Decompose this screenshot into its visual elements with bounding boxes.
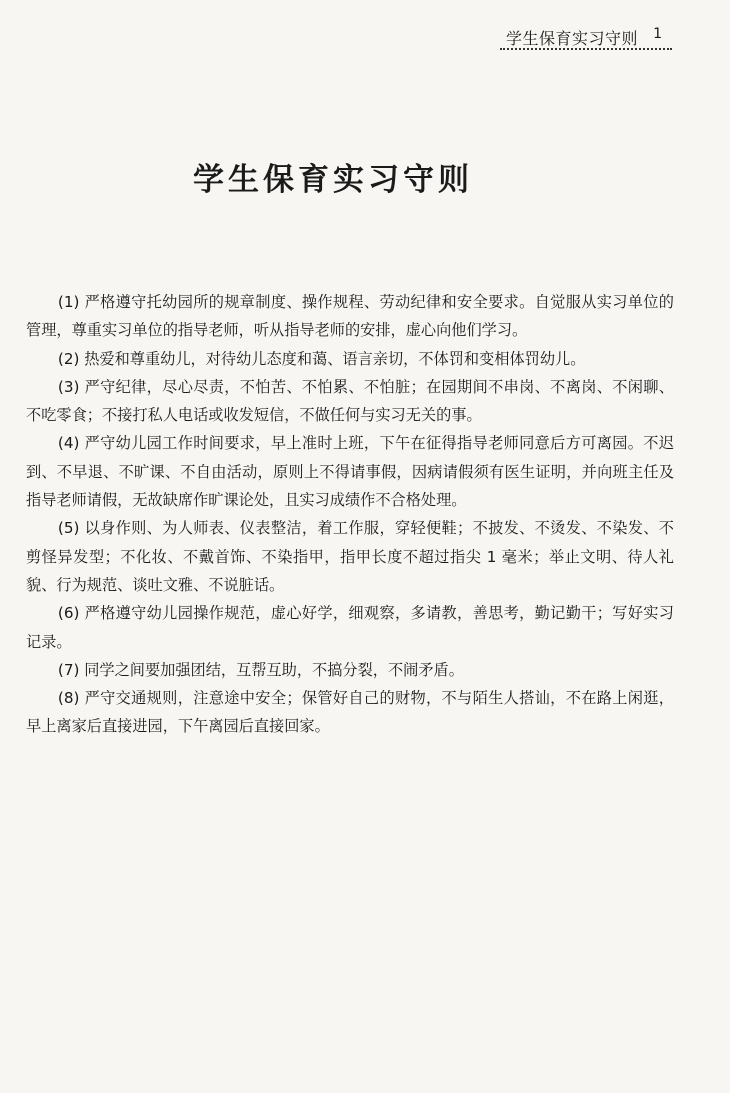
rule-item-8: (8) 严守交通规则，注意途中安全；保管好自己的财物，不与陌生人搭讪，不在路上闲逛，早上离家后直接进园，下午离园后直接回家。 bbox=[26, 689, 674, 736]
rule-item-3: (3) 严守纪律，尽心尽责，不怕苦、不怕累、不怕脏；在园期间不串岗、不离岗、不闲聊、不吃零食；不接打私人电话或收发短信，不做任何与实习无关的事。 bbox=[26, 377, 674, 425]
running-header bbox=[500, 24, 670, 48]
running-header-title: 学生保育实习守则 bbox=[506, 29, 639, 48]
rules-list bbox=[26, 288, 674, 741]
document-title: 学生保育实习守则 bbox=[193, 161, 473, 198]
rule-item-5: (5) 以身作则、为人师表、仪表整洁，着工作服，穿轻便鞋；不披发、不烫发、不染发、不剪怪异发型；不化妆、不戴首饰、不染指甲，指甲长度不超过指尖 1 毫米；举止文明、待人礼貌、行为规范、谈吐文雅、不说脏话。 bbox=[26, 519, 674, 594]
rule-item-1: (1) 严格遵守托幼园所的规章制度、操作规程、劳动纪律和安全要求。自觉服从实习单位的管理，尊重实习单位的指导老师，听从指导老师的安排，虚心向他们学习。 bbox=[26, 293, 674, 340]
rule-item-4: (4) 严守幼儿园工作时间要求，早上准时上班，下午在征得指导老师同意后方可离园。不迟到、不早退、不旷课、不自由活动，原则上不得请事假，因病请假须有医生证明，并向班主任及指导老师请假，无故缺席作旷课论处，且实习成绩作不合格处理。 bbox=[26, 434, 674, 510]
rule-item-7: (7) 同学之间要加强团结，互帮互助，不搞分裂，不闹矛盾。 bbox=[57, 660, 464, 679]
header-dotted-rule bbox=[500, 48, 672, 50]
rule-item-6: (6) 严格遵守幼儿园操作规范，虚心好学，细观察，多请教，善思考，勤记勤干；写好实习记录。 bbox=[26, 604, 674, 651]
rule-item-2: (2) 热爱和尊重幼儿，对待幼儿态度和蔼、语言亲切，不体罚和变相体罚幼儿。 bbox=[57, 349, 586, 368]
page-number: 1 bbox=[653, 26, 662, 42]
